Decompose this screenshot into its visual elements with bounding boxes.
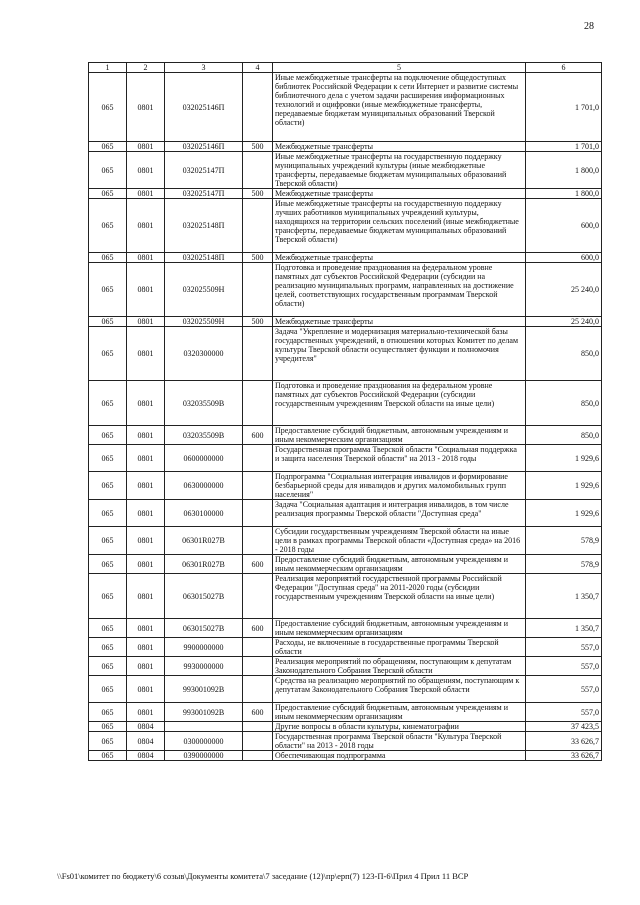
column-header: 6 (526, 63, 602, 73)
cell-code-4 (243, 732, 273, 751)
table-row (89, 555, 602, 574)
cell-code-4: 500 (243, 189, 273, 199)
table-row (89, 574, 602, 619)
cell-description: Реализация мероприятий государственной программы Российской Федерации "Доступная среда" на 2011-2020 годы (субсидии государственным учреждениям Тверской области на иные цели) (273, 574, 526, 619)
cell-code-3: 032025146П (165, 142, 243, 152)
cell-code-3 (165, 722, 243, 732)
table-row (89, 638, 602, 657)
cell-description: Обеспечивающая подпрограмма (273, 751, 526, 761)
cell-amount: 25 240,0 (526, 263, 602, 317)
cell-code-2: 0801 (127, 574, 165, 619)
cell-code-3: 993001092В (165, 703, 243, 722)
cell-code-4 (243, 638, 273, 657)
cell-code-4: 600 (243, 703, 273, 722)
cell-code-4 (243, 676, 273, 703)
cell-code-2: 0801 (127, 638, 165, 657)
cell-code-1: 065 (89, 472, 127, 500)
cell-code-2: 0801 (127, 445, 165, 472)
cell-code-4 (243, 199, 273, 253)
cell-code-3: 032025148П (165, 199, 243, 253)
cell-code-4 (243, 527, 273, 555)
cell-code-2: 0801 (127, 142, 165, 152)
cell-amount: 557,0 (526, 703, 602, 722)
cell-amount: 1 800,0 (526, 189, 602, 199)
table-row (89, 327, 602, 381)
cell-description: Реализация мероприятий по обращениям, поступающим к депутатам Законодательного Собрания Тверской области (273, 657, 526, 676)
cell-code-1: 065 (89, 657, 127, 676)
cell-amount: 850,0 (526, 327, 602, 381)
cell-code-4 (243, 73, 273, 142)
table-row (89, 676, 602, 703)
cell-code-4 (243, 657, 273, 676)
cell-code-2: 0801 (127, 527, 165, 555)
cell-description: Другие вопросы в области культуры, кинематографии (273, 722, 526, 732)
cell-code-4 (243, 445, 273, 472)
cell-code-4 (243, 472, 273, 500)
cell-description: Государственная программа Тверской области "Культура Тверской области" на 2013 - 2018 годы (273, 732, 526, 751)
table-row (89, 381, 602, 426)
cell-code-3: 032025146П (165, 73, 243, 142)
budget-table (88, 62, 602, 761)
cell-amount: 578,9 (526, 555, 602, 574)
column-header: 4 (243, 63, 273, 73)
cell-code-3: 032025509Н (165, 263, 243, 317)
cell-code-2: 0801 (127, 152, 165, 189)
cell-code-4 (243, 500, 273, 527)
cell-code-3: 063015027В (165, 574, 243, 619)
cell-code-1: 065 (89, 732, 127, 751)
cell-code-4: 600 (243, 555, 273, 574)
cell-code-2: 0801 (127, 263, 165, 317)
cell-code-4: 600 (243, 619, 273, 638)
cell-amount: 33 626,7 (526, 732, 602, 751)
cell-amount: 1 350,7 (526, 574, 602, 619)
cell-description: Межбюджетные трансферты (273, 189, 526, 199)
cell-code-4 (243, 152, 273, 189)
cell-code-4 (243, 327, 273, 381)
cell-code-2: 0801 (127, 500, 165, 527)
table-row (89, 317, 602, 327)
cell-amount: 850,0 (526, 381, 602, 426)
footer-file-path: \\Fs01\комитет по бюджету\6 созыв\Документы комитета\7 заседание (12)\пр\ерп(7) 123-П-6\Прил 4 Прил 11 ВСР (57, 871, 469, 881)
cell-code-4: 500 (243, 317, 273, 327)
cell-description: Предоставление субсидий бюджетным, автономным учреждениям и иным некоммерческим организациям (273, 619, 526, 638)
cell-amount: 1 929,6 (526, 500, 602, 527)
cell-code-2: 0801 (127, 619, 165, 638)
cell-description: Иные межбюджетные трансферты на государственную поддержку лучших работников муниципальных учреждений культуры, находящихся на территории сельских поселений (иные межбюджетные трансферты, передаваемые бюджетам муниципальных образований Тверской области) (273, 199, 526, 253)
table-row (89, 619, 602, 638)
cell-code-1: 065 (89, 426, 127, 445)
cell-code-2: 0801 (127, 703, 165, 722)
column-header: 5 (273, 63, 526, 73)
cell-code-1: 065 (89, 445, 127, 472)
cell-description: Задача "Укрепление и модернизация материально-технической базы государственных учреждений, в отношении которых Комитет по делам культуры Тверской области осуществляет функции и полномочия учредителя" (273, 327, 526, 381)
cell-amount: 557,0 (526, 638, 602, 657)
cell-code-1: 065 (89, 263, 127, 317)
cell-code-2: 0801 (127, 317, 165, 327)
cell-code-2: 0801 (127, 73, 165, 142)
table-row (89, 445, 602, 472)
table-row (89, 732, 602, 751)
cell-code-1: 065 (89, 638, 127, 657)
cell-code-1: 065 (89, 381, 127, 426)
table-row (89, 751, 602, 761)
cell-description: Иные межбюджетные трансферты на подключение общедоступных библиотек Российской Федерации к сети Интернет и развитие системы библиотечного дела с учетом задачи расширения информационных технологий и оцифровки (иные межбюджетные трансферты, передаваемые бюджетам муниципальных образований Тверской области) (273, 73, 526, 142)
cell-amount: 557,0 (526, 657, 602, 676)
table-row (89, 189, 602, 199)
cell-code-3: 993001092В (165, 676, 243, 703)
column-header: 3 (165, 63, 243, 73)
cell-amount: 1 701,0 (526, 73, 602, 142)
cell-code-3: 032025148П (165, 253, 243, 263)
cell-amount: 1 350,7 (526, 619, 602, 638)
cell-description: Подготовка и проведение празднования на федеральном уровне памятных дат субъектов Российской Федерации (субсидии на реализацию муниципальных программ, направленных на достижение целей, соответствующих государственным программам Тверской области) (273, 263, 526, 317)
cell-code-1: 065 (89, 555, 127, 574)
cell-code-4: 500 (243, 253, 273, 263)
cell-code-4 (243, 722, 273, 732)
cell-code-1: 065 (89, 152, 127, 189)
cell-code-2: 0801 (127, 676, 165, 703)
table-row (89, 722, 602, 732)
cell-code-3: 032025509Н (165, 317, 243, 327)
cell-description: Межбюджетные трансферты (273, 317, 526, 327)
table-row (89, 500, 602, 527)
table-row (89, 703, 602, 722)
column-header: 2 (127, 63, 165, 73)
table-row (89, 263, 602, 317)
cell-code-1: 065 (89, 751, 127, 761)
cell-amount: 33 626,7 (526, 751, 602, 761)
cell-code-1: 065 (89, 703, 127, 722)
cell-code-3: 032035509В (165, 426, 243, 445)
cell-description: Государственная программа Тверской области "Социальная поддержка и защита населения Тверской области" на 2013 - 2018 годы (273, 445, 526, 472)
cell-code-4: 500 (243, 142, 273, 152)
cell-description: Подпрограмма "Социальная интеграция инвалидов и формирование безбарьерной среды для инвалидов и других маломобильных групп населения" (273, 472, 526, 500)
table-row (89, 657, 602, 676)
table-row (89, 253, 602, 263)
cell-code-3: 0630000000 (165, 472, 243, 500)
cell-amount: 1 929,6 (526, 445, 602, 472)
cell-description: Субсидии государственным учреждениям Тверской области на иные цели в рамках программы Тверской области «Доступная среда» на 2016 - 2018 годы (273, 527, 526, 555)
cell-code-2: 0804 (127, 732, 165, 751)
cell-code-1: 065 (89, 500, 127, 527)
cell-code-3: 063015027В (165, 619, 243, 638)
cell-code-4 (243, 751, 273, 761)
cell-code-1: 065 (89, 327, 127, 381)
cell-code-3: 0600000000 (165, 445, 243, 472)
cell-code-2: 0801 (127, 189, 165, 199)
cell-description: Средства на реализацию мероприятий по обращениям, поступающим к депутатам Законодательного Собрания Тверской области (273, 676, 526, 703)
cell-code-4 (243, 381, 273, 426)
column-header: 1 (89, 63, 127, 73)
cell-code-2: 0801 (127, 426, 165, 445)
cell-code-1: 065 (89, 722, 127, 732)
cell-amount: 37 423,5 (526, 722, 602, 732)
cell-code-2: 0804 (127, 722, 165, 732)
cell-amount: 25 240,0 (526, 317, 602, 327)
cell-code-3: 0390000000 (165, 751, 243, 761)
cell-code-2: 0801 (127, 199, 165, 253)
cell-code-1: 065 (89, 73, 127, 142)
cell-description: Предоставление субсидий бюджетным, автономным учреждениям и иным некоммерческим организациям (273, 426, 526, 445)
cell-description: Расходы, не включенные в государственные программы Тверской области (273, 638, 526, 657)
cell-code-2: 0801 (127, 327, 165, 381)
cell-description: Предоставление субсидий бюджетным, автономным учреждениям и иным некоммерческим организациям (273, 703, 526, 722)
cell-code-2: 0801 (127, 253, 165, 263)
cell-code-1: 065 (89, 527, 127, 555)
cell-description: Подготовка и проведение празднования на федеральном уровне памятных дат субъектов Российской Федерации (субсидии государственным учреждениям Тверской области на иные цели) (273, 381, 526, 426)
cell-description: Предоставление субсидий бюджетным, автономным учреждениям и иным некоммерческим организациям (273, 555, 526, 574)
cell-code-1: 065 (89, 619, 127, 638)
cell-code-3: 06301R027В (165, 527, 243, 555)
cell-amount: 600,0 (526, 199, 602, 253)
cell-code-3: 9900000000 (165, 638, 243, 657)
cell-code-3: 032025147П (165, 189, 243, 199)
cell-description: Задача "Социальная адаптация и интеграция инвалидов, в том числе реализация программы Тверской области "Доступная среда" (273, 500, 526, 527)
cell-code-1: 065 (89, 574, 127, 619)
cell-code-4 (243, 263, 273, 317)
cell-code-3: 0300000000 (165, 732, 243, 751)
cell-code-2: 0801 (127, 381, 165, 426)
cell-amount: 600,0 (526, 253, 602, 263)
cell-amount: 850,0 (526, 426, 602, 445)
cell-code-1: 065 (89, 199, 127, 253)
table-row (89, 527, 602, 555)
cell-amount: 1 929,6 (526, 472, 602, 500)
cell-code-3: 0630100000 (165, 500, 243, 527)
cell-code-1: 065 (89, 676, 127, 703)
page-number: 28 (584, 21, 594, 32)
cell-code-1: 065 (89, 253, 127, 263)
cell-code-4: 600 (243, 426, 273, 445)
cell-code-2: 0801 (127, 555, 165, 574)
table-row (89, 73, 602, 142)
cell-code-4 (243, 574, 273, 619)
cell-code-1: 065 (89, 189, 127, 199)
cell-code-1: 065 (89, 317, 127, 327)
cell-description: Межбюджетные трансферты (273, 253, 526, 263)
cell-code-3: 06301R027В (165, 555, 243, 574)
cell-code-2: 0804 (127, 751, 165, 761)
cell-code-2: 0801 (127, 472, 165, 500)
table-row (89, 142, 602, 152)
cell-amount: 1 800,0 (526, 152, 602, 189)
table-row (89, 152, 602, 189)
cell-code-1: 065 (89, 142, 127, 152)
table-row (89, 199, 602, 253)
cell-code-3: 032035509В (165, 381, 243, 426)
cell-code-3: 0320300000 (165, 327, 243, 381)
cell-code-3: 032025147П (165, 152, 243, 189)
cell-description: Иные межбюджетные трансферты на государственную поддержку муниципальных учреждений культуры (иные межбюджетные трансферты, передаваемые бюджетам муниципальных образований Тверской области) (273, 152, 526, 189)
table-row (89, 426, 602, 445)
cell-amount: 557,0 (526, 676, 602, 703)
cell-code-2: 0801 (127, 657, 165, 676)
cell-amount: 578,9 (526, 527, 602, 555)
cell-amount: 1 701,0 (526, 142, 602, 152)
cell-code-3: 9930000000 (165, 657, 243, 676)
table-row (89, 472, 602, 500)
cell-description: Межбюджетные трансферты (273, 142, 526, 152)
header-row (89, 63, 602, 73)
